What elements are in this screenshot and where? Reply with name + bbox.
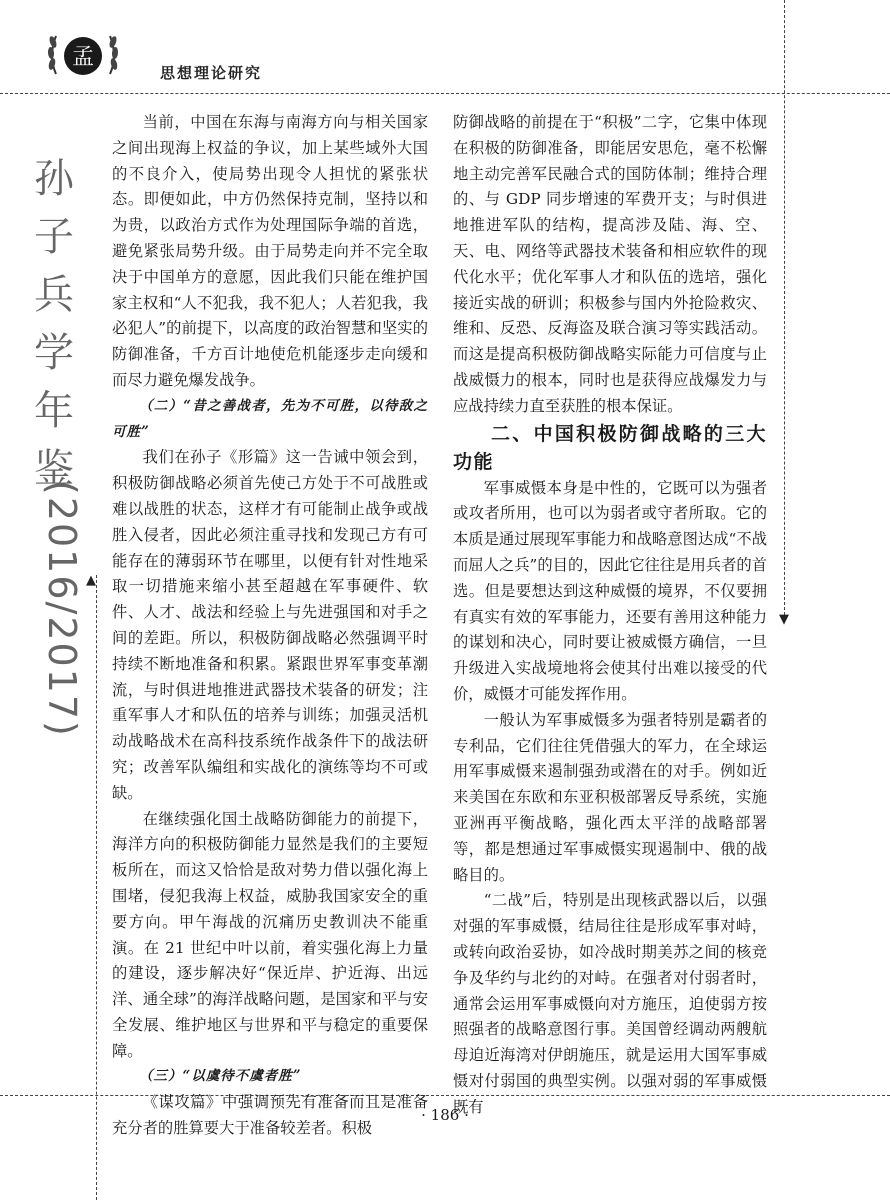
title-char: 鉴 <box>34 446 74 492</box>
title-char: 学 <box>34 330 74 376</box>
right-margin-line <box>784 0 785 615</box>
arrow-down-icon: ▼ <box>779 612 789 627</box>
paragraph: 防御战略的前提在于“积极”二字，它集中体现在积极的防御准备，即能居安思危，毫不松懈地主动完善军民融合式的国防体制；维持合理的、与 GDP 同步增速的军费开支；与时俱进地推进军队的结构，提高涉及陆、海、空、天、电、网络等武器技术装备和相应软件的现代化水平；优化军事人才和队伍的选培，强化接近实战的研训；积极参与国内外抢险救灾、维和、反恐、反海盗及联合演习等实践活动。而这是提高积极防御战略实际能力可信度与止战威慑力的根本，同时也是获得应战爆发力与应战持续力直至获胜的根本保证。 <box>453 113 767 415</box>
logo-glyph: 孟 <box>71 45 95 70</box>
title-char: 兵 <box>34 272 74 318</box>
paragraph: 我们在孙子《形篇》这一告诫中领会到，积极防御战略必须首先使己方处于不可战胜或难以战胜的状态，这样才有可能制止战争或战胜入侵者，因此必须注重寻找和发现己方有可能存在的薄弱环节在哪里，以便有针对性地采取一切措施来缩小甚至超越在军事硬件、软件、人才、战法和经验上与先进强国和对手之间的差距。所以，积极防御战略必然强调平时持续不断地准备和积累。紧跟世界军事变革潮流，与时俱进地推进武器技术装备的研发；注重军事人才和队伍的培养与训练；加强灵活机动战略战术在高科技系统作战条件下的战法研究；改善军队编组和实战化的演练等均不可或缺。 <box>112 448 428 802</box>
paragraph: 一般认为军事威慑多为强者特别是霸者的专利品，它们往往凭借强大的军力，在全球运用军事威慑来遏制强劲或潜在的对手。例如近来美国在东欧和东亚积极部署反导系统，实施亚洲再平衡战略，强化西太平洋的战略部署等，都是想通过军事威慑实现遏制中、俄的战略目的。 <box>453 710 767 884</box>
subheading-2: （二）“昔之善战者，先为不可胜，以待敌之可胜” <box>112 397 428 440</box>
title-char: 孙 <box>34 156 74 202</box>
paragraph: 当前，中国在东海与南海方向与相关国家之间出现海上权益的争议，加上某些域外大国的不良介入，使局势出现令人担忧的紧张状态。即便如此，中方仍然保持克制，坚持以和为贵，以政治方式作为处理国际争端的首选，避免紧张局势升级。由于局势走向并不完全取决于中国单方的意愿，因此我们只能在维护国家主权和“人不犯我，我不犯人；人若犯我，我必犯人”的前提下，以高度的政治智慧和坚实的防御准备，千方百计地使危机能逐步走向缓和而尽力避免爆发战争。 <box>112 113 428 389</box>
title-char: 子 <box>34 214 74 260</box>
paragraph: 在继续强化国土战略防御能力的前提下，海洋方向的积极防御能力显然是我们的主要短板所在，而这又恰恰是敌对势力借以强化海上围堵，侵犯我海上权益，威胁我国家安全的重要方向。甲午海战的沉痛历史教训决不能重演。在 21 世纪中叶以前，着实强化海上力量的建设，逐步解决好“保近岸、护近海、出远洋、通全球”的海洋战略问题，是国家和平与安全发展、维护地区与世界和平与稳定的重要保障。 <box>112 809 428 1060</box>
yearbook-title <box>26 150 82 498</box>
left-column <box>112 110 428 1142</box>
yearbook-year: (2016/2017) <box>40 480 84 738</box>
arrow-up-icon: ▲ <box>86 573 96 588</box>
section-label: 思想理论研究 <box>160 64 263 82</box>
right-column <box>453 110 767 1120</box>
section-heading: 二、中国积极防御战略的三大功能 <box>453 422 767 473</box>
paragraph: “二战”后，特别是出现核武器以后，以强对强的军事威慑，结局往往是形成军事对峙，或转向政治妥协，如冷战时期美苏之间的核竞争及华约与北约的对峙。在强者对付弱者时，通常会运用军事威慑向对方施压，迫使弱方按照强者的战略意图行事。美国曾经调动两艘航母迫近海湾对伊朗施压，就是运用大国军事威慑对付弱国的典型实例。以强对弱的军事威慑既有 <box>453 891 767 1116</box>
header-divider <box>0 93 890 94</box>
paragraph: 《谋攻篇》中强调预先有准备而且是准备充分者的胜算要大于准备较差者。积极 <box>112 1093 428 1138</box>
subheading-3: （三）“以虞待不虞者胜” <box>139 1068 302 1085</box>
paragraph: 军事威慑本身是中性的，它既可以为强者或攻者所用，也可以为弱者或守者所取。它的本质是通过展现军事能力和战略意图达成“不战而屈人之兵”的目的，因此它往往是用兵者的首选。但是要想达到这种威慑的境界，不仅要拥有真实有效的军事能力，还要有善用这种能力的谋划和决心，同时要让被威慑方确信，一旦升级进入实战境地将会使其付出难以接受的代价，威慑才可能发挥作用。 <box>453 478 767 703</box>
page-number: · 186 · <box>421 1106 469 1124</box>
title-char: 年 <box>34 388 74 434</box>
yearbook-logo <box>42 26 124 86</box>
